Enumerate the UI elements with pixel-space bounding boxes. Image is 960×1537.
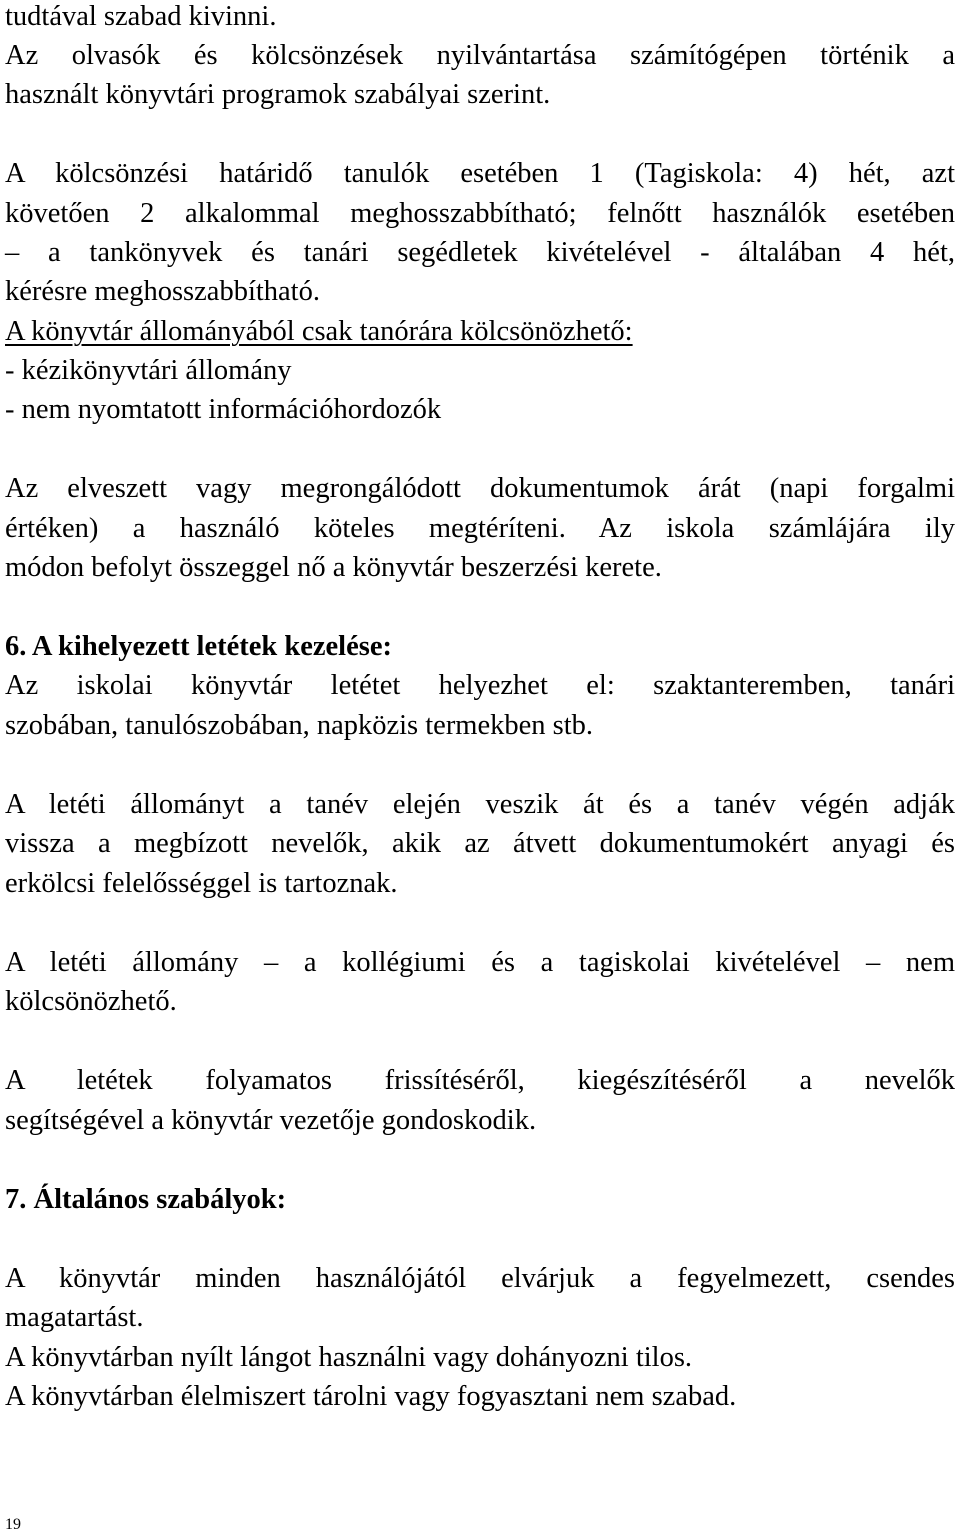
list-item: - nem nyomtatott információhordozók	[5, 394, 442, 425]
text-line: A letétek folyamatos frissítéséről, kiegészítéséről a nevelők	[5, 1065, 955, 1096]
text-line: A könyvtárban nyílt lángot használni vagy dohányozni tilos.	[5, 1342, 693, 1373]
text-line: A letéti állományt a tanév elején veszik át és a tanév végén adják	[5, 789, 955, 820]
text-line: A letéti állomány – a kollégiumi és a tagiskolai kivételével – nem	[5, 947, 955, 978]
text-line: értéken) a használó köteles megtéríteni. Az iskola számlájára ily	[5, 513, 955, 544]
text-line: A könyvtárban élelmiszert tárolni vagy fogyasztani nem szabad.	[5, 1381, 737, 1412]
text-line: Az elveszett vagy megrongálódott dokumentumok árát (napi forgalmi	[5, 473, 955, 504]
page-number: 19	[5, 1516, 21, 1533]
section-heading: 6. A kihelyezett letétek kezelése:	[5, 631, 392, 662]
text-line: módon befolyt összeggel nő a könyvtár beszerzési kerete.	[5, 552, 662, 583]
text-line: kérésre meghosszabbítható.	[5, 276, 320, 307]
list-item: - kézikönyvtári állomány	[5, 355, 292, 386]
text-line: tudtával szabad kivinni.	[5, 1, 277, 32]
text-line: használt könyvtári programok szabályai szerint.	[5, 79, 551, 110]
text-line: kölcsönözhető.	[5, 986, 177, 1017]
text-line: Az iskolai könyvtár letétet helyezhet el: szaktanteremben, tanári	[5, 670, 955, 701]
text-line: Az olvasók és kölcsönzések nyilvántartása számítógépen történik a	[5, 40, 955, 71]
text-line: A könyvtár minden használójától elvárjuk a fegyelmezett, csendes	[5, 1263, 955, 1294]
text-line: magatartást.	[5, 1302, 144, 1333]
text-line: – a tankönyvek és tanári segédletek kivételével - általában 4 hét,	[5, 237, 955, 268]
text-line: segítségével a könyvtár vezetője gondoskodik.	[5, 1105, 537, 1136]
text-line: vissza a megbízott nevelők, akik az átvett dokumentumokért anyagi és	[5, 828, 955, 859]
section-heading: 7. Általános szabályok:	[5, 1184, 287, 1215]
text-line: követően 2 alkalommal meghosszabbítható; felnőtt használók esetében	[5, 198, 955, 229]
text-line: erkölcsi felelősséggel is tartoznak.	[5, 868, 398, 899]
text-line: szobában, tanulószobában, napközis termekben stb.	[5, 710, 594, 741]
underlined-heading: A könyvtár állományából csak tanórára kölcsönözhető:	[5, 316, 633, 347]
text-line: A kölcsönzési határidő tanulók esetében 1 (Tagiskola: 4) hét, azt	[5, 158, 955, 189]
